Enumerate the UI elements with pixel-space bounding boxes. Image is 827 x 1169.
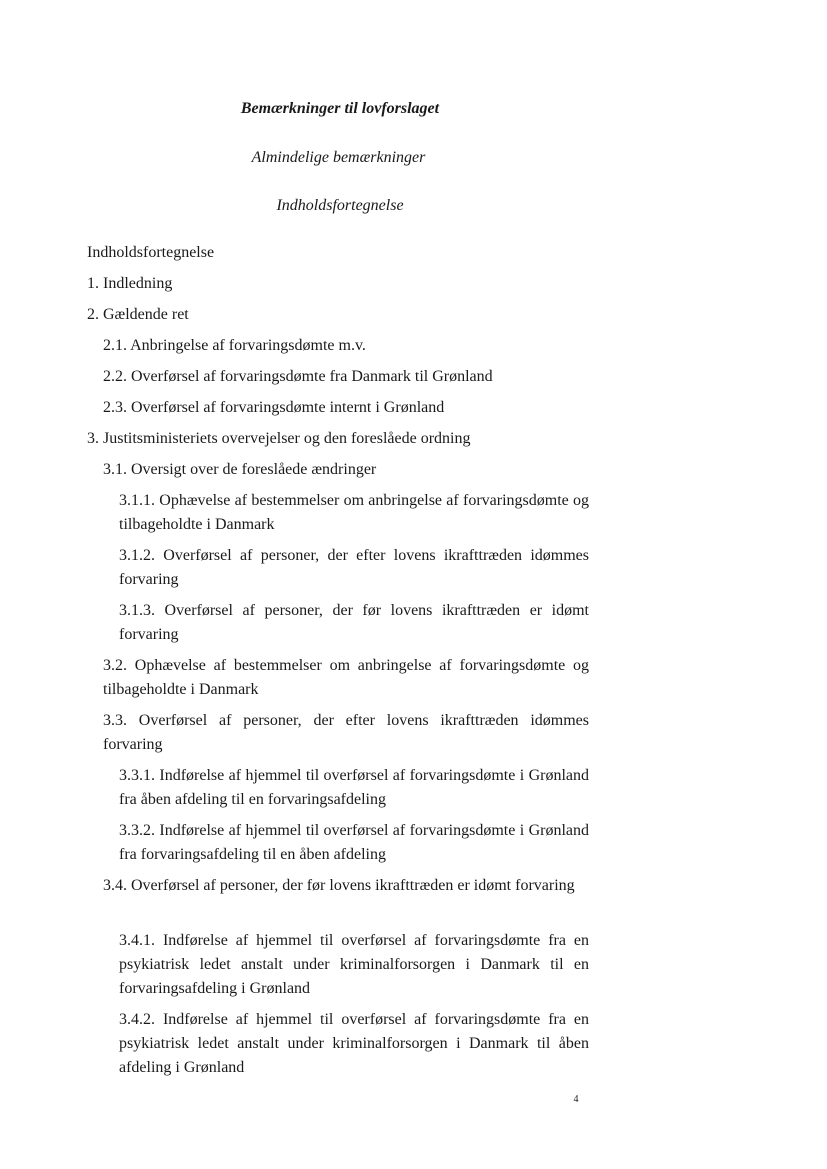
toc-entry: 2.3. Overførsel af forvaringsdømte internt i Grønland [103, 399, 445, 416]
toc-entry: 3.4.1. Indførelse af hjemmel til overførsel af forvaringsdømte fra en psykiatrisk ledet anstalt under kriminalforsorgen i Danmark til en forvaringsafdeling i Grønland [119, 932, 589, 997]
toc-entry: 3.1.3. Overførsel af personer, der før lovens ikrafttræden er idømt forvaring [119, 602, 589, 643]
toc-entry: 3.4. Overførsel af personer, der før lovens ikrafttræden er idømt forvaring [103, 877, 575, 894]
toc-entry: 3.1. Oversigt over de foreslåede ændringer [103, 461, 377, 478]
toc-entry: 3.3. Overførsel af personer, der efter lovens ikrafttræden idømmes forvaring [103, 712, 589, 753]
toc-entry: 3.3.2. Indførelse af hjemmel til overførsel af forvaringsdømte i Grønland fra forvaringsafdeling til en åben afdeling [119, 822, 589, 863]
toc-entry: 3.1.1. Ophævelse af bestemmelser om anbringelse af forvaringsdømte og tilbageholdte i Danmark [119, 492, 589, 533]
toc-heading: Indholdsfortegnelse [276, 197, 404, 214]
toc-entry: 1. Indledning [87, 275, 173, 292]
page-number: 4 [573, 1094, 579, 1105]
toc-entry: 3.1.2. Overførsel af personer, der efter lovens ikrafttræden idømmes forvaring [119, 547, 589, 588]
toc-entry: 2.1. Anbringelse af forvaringsdømte m.v. [103, 337, 366, 354]
toc-entry: Indholdsfortegnelse [87, 244, 215, 261]
document-heading: Bemærkninger til lovforslaget [240, 100, 440, 117]
toc-entry: 3. Justitsministeriets overvejelser og den foreslåede ordning [87, 430, 471, 447]
toc-entry: 3.3.1. Indførelse af hjemmel til overførsel af forvaringsdømte i Grønland fra åben afdeling til en forvaringsafdeling [119, 767, 589, 808]
toc-entry: 2. Gældende ret [87, 306, 189, 323]
toc-entry: 3.4.2. Indførelse af hjemmel til overførsel af forvaringsdømte fra en psykiatrisk ledet anstalt under kriminalforsorgen i Danmark til åben afdeling i Grønland [119, 1011, 589, 1076]
toc-entry: 2.2. Overførsel af forvaringsdømte fra Danmark til Grønland [103, 368, 493, 385]
toc-entry: 3.2. Ophævelse af bestemmelser om anbringelse af forvaringsdømte og tilbageholdte i Danmark [103, 657, 589, 698]
document-subheading: Almindelige bemærkninger [251, 149, 426, 166]
